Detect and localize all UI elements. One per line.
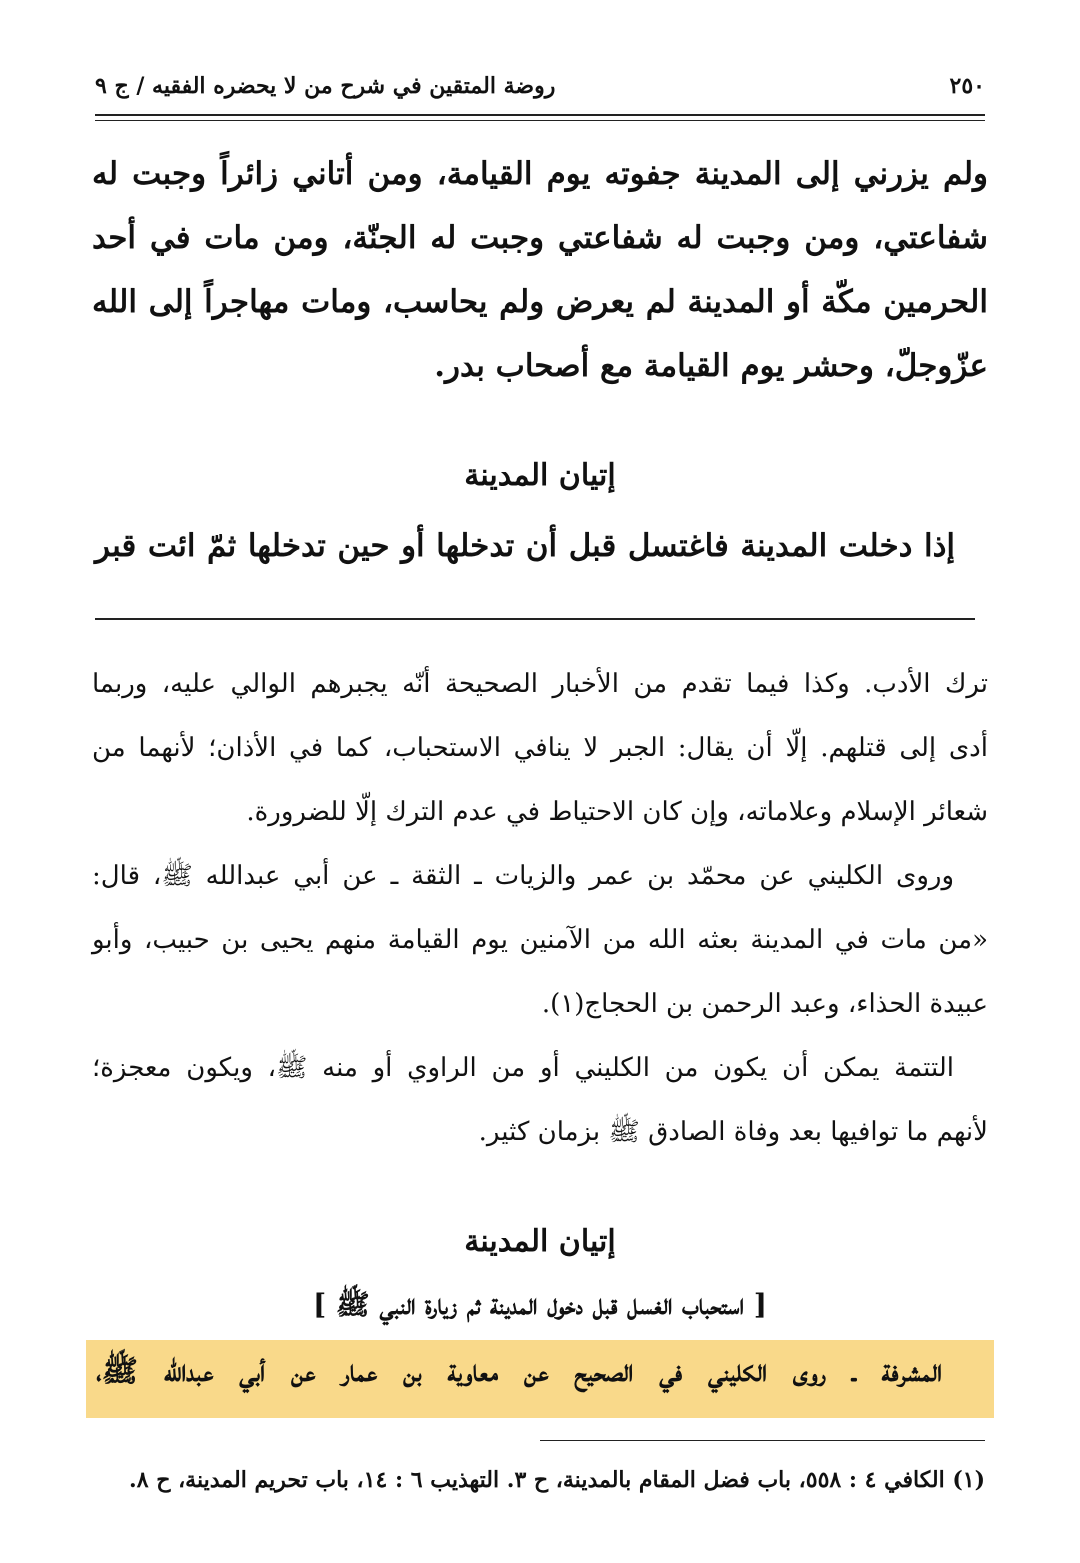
hadith-line: ولم يزرني إلى المدينة جفوته يوم القيامة، ومن أتاني زائراً وجبت له	[92, 156, 988, 192]
commentary-text	[92, 652, 988, 1164]
commentary-line: لأنهم ما توافيها بعد وفاة الصادق ﷺ بزمان كثير.	[478, 1117, 988, 1147]
header-rule-thin	[95, 120, 985, 121]
text-divider	[95, 618, 975, 620]
section-heading: إتيان المدينة	[464, 1224, 616, 1259]
commentary-line: عبيدة الحذاء، وعبد الرحمن بن الحجاج(١).	[541, 989, 988, 1019]
section-heading: إتيان المدينة	[464, 458, 616, 493]
page-number: ٢٥٠	[949, 73, 985, 99]
commentary-line: ترك الأدب. وكذا فيما تقدم من الأخبار الصحيحة أنّه يجبرهم الوالي عليه، وربما	[92, 669, 988, 699]
commentary-line: وروى الكليني عن محمّد بن عمر والزيات ـ الثقة ـ عن أبي عبدالله ﷺ، قال:	[92, 861, 954, 891]
running-title: روضة المتقين في شرح من لا يحضره الفقيه / ج ٩	[95, 73, 556, 99]
hadith-line: عزّوجلّ، وحشر يوم القيامة مع أصحاب بدر.	[434, 348, 988, 384]
commentary-line: أدى إلى قتلهم. إلّا أن يقال: الجبر لا ينافي الاستحباب، كما في الأذان؛ لأنهما من	[92, 733, 988, 763]
page-header	[95, 66, 985, 106]
commentary-line: شعائر الإسلام وعلاماته، وإن كان الاحتياط في عدم الترك إلّا للضرورة.	[246, 797, 988, 827]
footnote-rule	[540, 1440, 985, 1441]
highlighted-passage	[86, 1340, 994, 1418]
footnote: (١) الكافي ٤ : ٥٥٨، باب فضل المقام بالمدينة، ح ٣. التهذيب ٦ : ١٤، باب تحريم المدينة، ح ٨.	[129, 1467, 985, 1493]
bracketed-title: [ استحباب الغسل قبل دخول المدينة ثم زيارة النبي ﷺ ]	[312, 1288, 768, 1321]
highlighted-text: المشرفة ـ روى الكليني في الصحيح عن معاوية بن عمار عن أبي عبدالله ﷺ،	[96, 1354, 942, 1389]
commentary-line: «من مات في المدينة بعثه الله من الآمنين يوم القيامة منهم يحيى بن حبيب، وأبو	[92, 925, 988, 955]
hadith-text	[92, 142, 988, 398]
commentary-line: التتمة يمكن أن يكون من الكليني أو من الراوي أو منه ﷺ، ويكون معجزة؛	[92, 1053, 954, 1083]
section-subheading: إذا دخلت المدينة فاغتسل قبل أن تدخلها أو حين تدخلها ثمّ ائت قبر	[95, 528, 955, 564]
hadith-line: شفاعتي، ومن وجبت له شفاعتي وجبت له الجنّة، ومن مات في أحد	[92, 220, 988, 256]
hadith-line: الحرمين مكّة أو المدينة لم يعرض ولم يحاسب، ومات مهاجراً إلى الله	[92, 284, 988, 320]
header-rule	[95, 114, 985, 116]
